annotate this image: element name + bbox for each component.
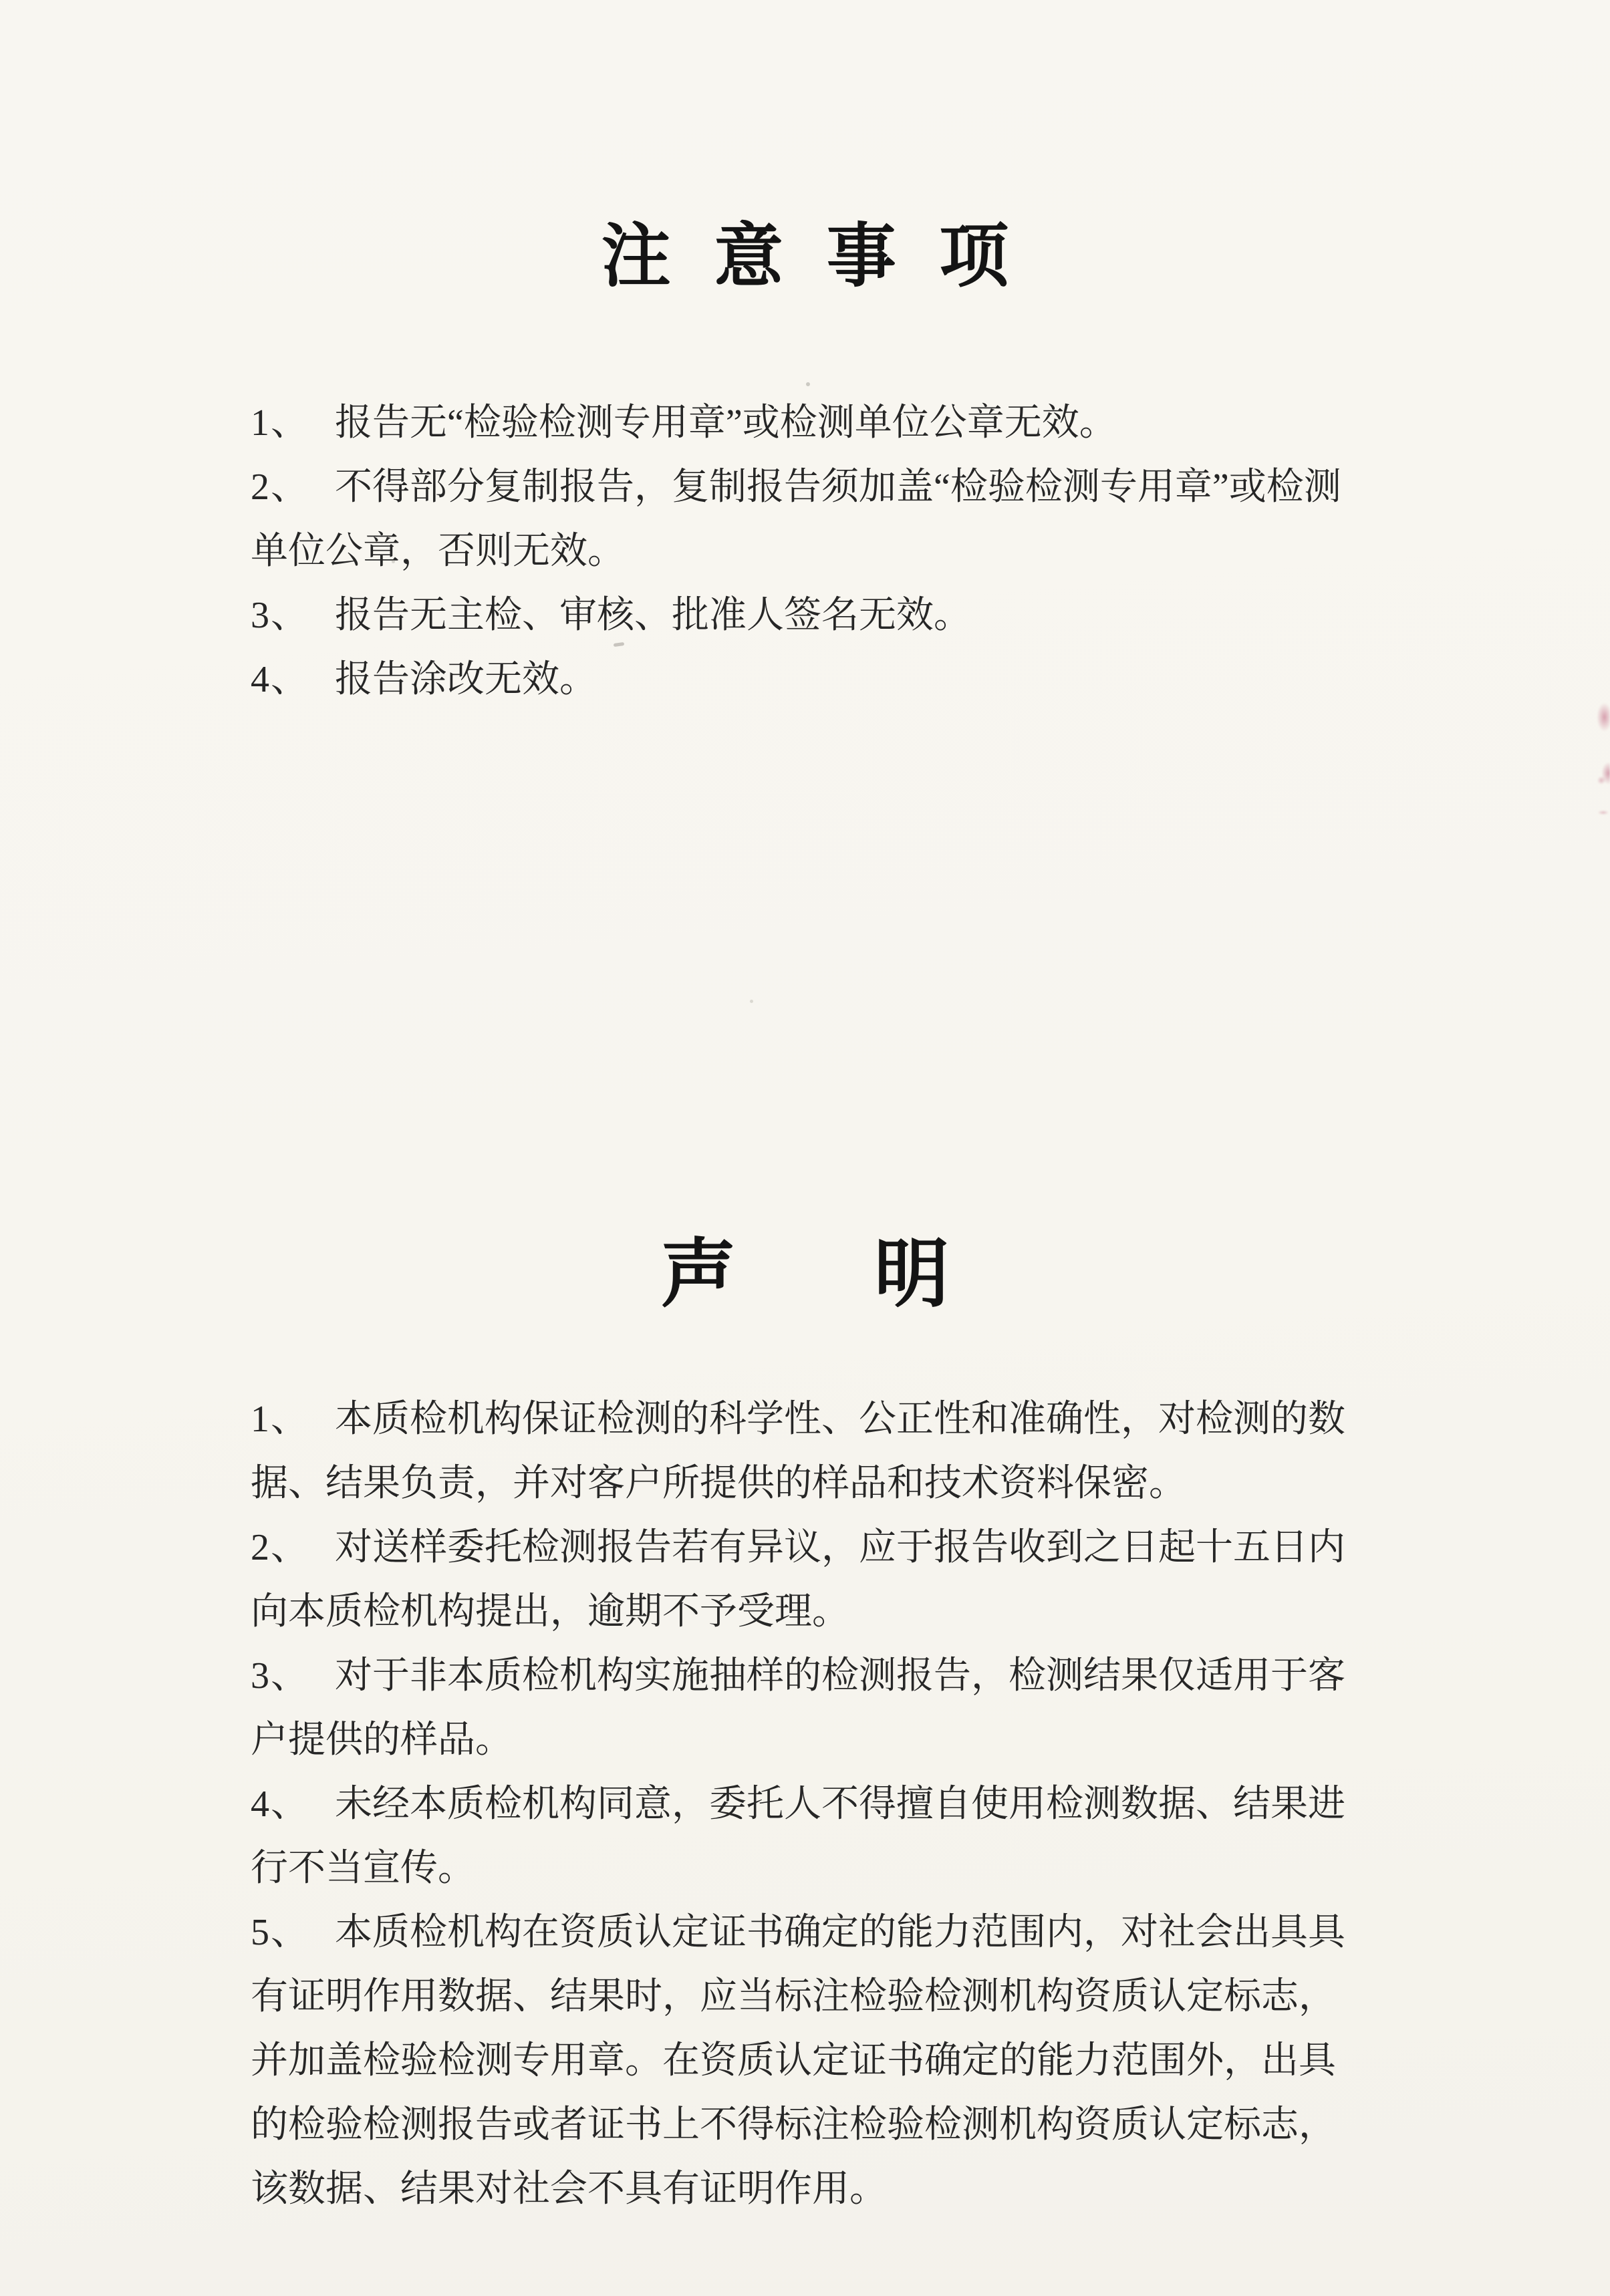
item-number: 4、 xyxy=(251,659,309,701)
item-number: 3、 xyxy=(251,595,309,637)
dust-speck xyxy=(750,1000,753,1003)
list-item xyxy=(251,391,1363,455)
item-number: 1、 xyxy=(251,1398,309,1440)
item-number: 4、 xyxy=(251,1783,309,1825)
list-item xyxy=(251,648,1363,712)
item-number: 5、 xyxy=(251,1911,309,1953)
item-text: 对于非本质检机构实施抽样的检测报告，检测结果仅适用于客户提供的样品。 xyxy=(251,1655,1345,1761)
notice-list xyxy=(251,391,1363,712)
list-item xyxy=(251,1772,1363,1900)
item-text: 报告涂改无效。 xyxy=(335,659,597,701)
list-item xyxy=(251,1644,1363,1772)
list-item xyxy=(251,1516,1363,1644)
item-text: 报告无“检验检测专用章”或检测单位公章无效。 xyxy=(335,402,1117,444)
item-text: 未经本质检机构同意，委托人不得擅自使用检测数据、结果进行不当宣传。 xyxy=(251,1783,1345,1889)
pink-ink-smudge xyxy=(1579,700,1610,841)
list-item xyxy=(251,455,1363,583)
item-text: 本质检机构保证检测的科学性、公正性和准确性，对检测的数据、结果负责，并对客户所提供的样品和技术资料保密。 xyxy=(251,1398,1345,1504)
item-text: 报告无主检、审核、批准人签名无效。 xyxy=(335,595,971,637)
notice-title: 注意事项 xyxy=(601,219,1052,295)
list-item xyxy=(251,1900,1363,2221)
item-number: 1、 xyxy=(251,402,309,444)
item-text: 本质检机构在资质认定证书确定的能力范围内，对社会出具具有证明作用数据、结果时，应当标注检验检测机构资质认定标志，并加盖检验检测专用章。在资质认定证书确定的能力范围外，出具的检验检测报告或者证书上不得标注检验检测机构资质认定标志，该数据、结果对社会不具有证明作用。 xyxy=(251,1911,1345,2210)
statement-list xyxy=(251,1387,1363,2221)
statement-title: 声明 xyxy=(660,1234,1088,1317)
list-item xyxy=(251,583,1363,648)
item-number: 3、 xyxy=(251,1655,309,1697)
item-number: 2、 xyxy=(251,466,309,509)
dust-speck xyxy=(806,382,810,386)
dust-speck xyxy=(392,560,395,563)
item-number: 2、 xyxy=(251,1526,309,1568)
item-text: 不得部分复制报告，复制报告须加盖“检验检测专用章”或检测单位公章，否则无效。 xyxy=(251,466,1341,573)
item-text: 对送样委托检测报告若有异议，应于报告收到之日起十五日内向本质检机构提出，逾期不予受理。 xyxy=(251,1526,1345,1632)
list-item xyxy=(251,1387,1363,1516)
